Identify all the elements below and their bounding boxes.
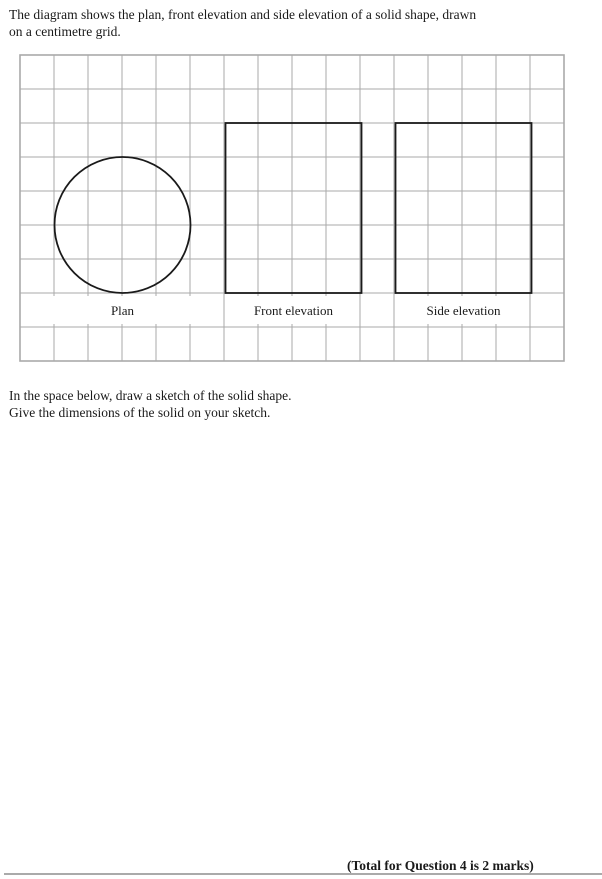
answer-space[interactable]	[9, 430, 594, 845]
side-elevation-label: Side elevation	[426, 303, 501, 318]
question-intro-line-1: The diagram shows the plan, front elevation and side elevation of a solid shape, drawn	[9, 7, 477, 22]
front-elevation-label: Front elevation	[253, 303, 334, 318]
instruction-line-1: In the space below, draw a sketch of the solid shape.	[9, 388, 292, 403]
page-bottom-rule	[4, 873, 602, 875]
side-elevation-rectangle	[396, 123, 532, 293]
question-total-marks: (Total for Question 4 is 2 marks)	[347, 858, 534, 873]
front-elevation-rectangle	[226, 123, 362, 293]
plan-label: Plan	[110, 303, 135, 318]
question-intro-line-2: on a centimetre grid.	[9, 24, 121, 39]
instruction-line-2: Give the dimensions of the solid on your sketch.	[9, 405, 271, 420]
question-instructions	[9, 387, 292, 421]
centimetre-grid-diagram	[0, 0, 602, 380]
